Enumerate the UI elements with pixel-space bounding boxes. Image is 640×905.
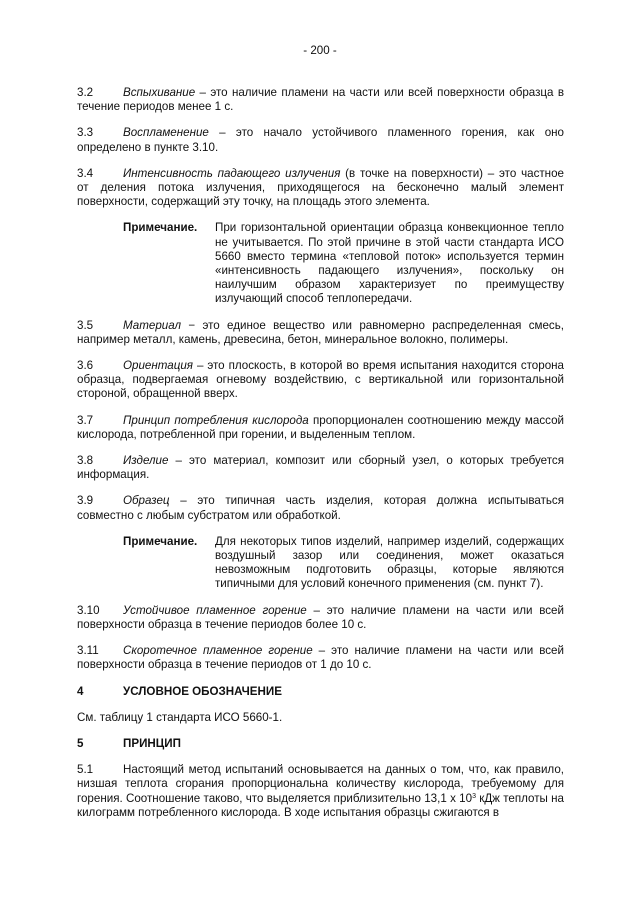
section-title: ПРИНЦИП: [123, 736, 181, 750]
clause-text: (в точке на поверхности) – это частное от деления потока излучения, приходящегося на бесконечно малый элемент поверхности, содержащий эту точку, на площадь этого элемента.: [77, 166, 564, 209]
section-5-heading: [77, 737, 564, 751]
clause-number: 3.10: [77, 603, 100, 617]
clause-3-9: [77, 494, 564, 522]
clause-number: 3.7: [77, 413, 94, 427]
clause-3-5: [77, 319, 564, 347]
note-label: Примечание.: [123, 221, 198, 235]
clause-text: – это начало устойчивого пламенного горения, как оно определено в пункте 3.10.: [77, 126, 564, 154]
superscript: 3: [472, 792, 476, 800]
clause-text: − это единое вещество или равномерно распределенная смесь, например металл, камень, древесина, бетон, минеральное волокно, полимеры.: [77, 318, 564, 346]
section-number: 5: [77, 736, 84, 750]
clause-3-11: [77, 644, 564, 672]
clause-term: Скоротечное пламенное горение: [123, 644, 313, 658]
clause-term: Образец: [123, 494, 170, 508]
clause-3-10: [77, 604, 564, 632]
note-incident-radiation: [123, 221, 564, 306]
clause-term: Материал: [123, 318, 182, 332]
clause-number: 3.3: [77, 126, 94, 140]
clause-number: 3.6: [77, 359, 94, 373]
note-text: При горизонтальной ориентации образца конвекционное тепло не учитывается. По этой причине в этой части стандарта ИСО 5660 вместо термина «тепловой поток» используется термин «интенсивность падающего излучения», поскольку он наилучшим образом характеризует по преимуществу излучающий способ теплопередачи.: [215, 221, 564, 306]
section-4-text: См. таблицу 1 стандарта ИСО 5660-1.: [77, 710, 283, 724]
clause-text: – это типичная часть изделия, которая должна испытываться совместно с любым субстратом или обработкой.: [77, 494, 564, 522]
clause-text: – это наличие пламени на части или всей поверхности образца в течение периодов менее 1 с.: [77, 86, 564, 114]
clause-term: Ориентация: [123, 359, 193, 373]
clause-number: 3.4: [77, 166, 94, 180]
section-number: 4: [77, 684, 84, 698]
clause-number: 3.8: [77, 454, 94, 468]
clause-3-7: [77, 414, 564, 442]
clause-number: 3.2: [77, 86, 94, 99]
clause-term: Принцип потребления кислорода: [123, 413, 309, 427]
note-label: Примечание.: [123, 534, 198, 548]
clause-term: Воспламенение: [123, 126, 209, 140]
clause-3-4: [77, 167, 564, 210]
clause-3-3: [77, 126, 564, 154]
clause-text: – это материал, композит или сборный узел, о которых требуется информация.: [77, 454, 564, 482]
section-4-heading: [77, 685, 564, 699]
clause-text: – это наличие пламени на части или всей поверхности образца в течение периодов от 1 до 10 с.: [77, 644, 564, 672]
document-body: [77, 86, 564, 832]
clause-text-continued: кДж теплоты на килограмм потребленного кислорода. В ходе испытания образцы сжигаются в: [77, 791, 564, 819]
clause-term: Изделие: [123, 454, 169, 468]
clause-3-2: [77, 86, 564, 114]
clause-number: 3.11: [77, 644, 99, 658]
clause-number: 3.5: [77, 318, 94, 332]
clause-3-6: [77, 359, 564, 402]
clause-3-8: [77, 454, 564, 482]
clause-number: 5.1: [77, 763, 94, 777]
clause-text: пропорционален соотношению между массой кислорода, потребленной при горении, и выделенным теплом.: [77, 413, 564, 441]
section-title: УСЛОВНОЕ ОБОЗНАЧЕНИЕ: [123, 684, 282, 698]
clause-term: Вспыхивание: [123, 86, 196, 99]
clause-number: 3.9: [77, 494, 94, 508]
clause-text: – это наличие пламени на части или всей поверхности образца в течение периодов более 10 с.: [77, 603, 564, 631]
note-specimen: [123, 535, 564, 592]
note-text: Для некоторых типов изделий, например изделий, содержащих воздушный зазор или соединения, может оказаться невозможным подготовить образцы, которые являются типичными для условий конечного применения (см. пункт 7).: [215, 534, 564, 591]
clause-term: Устойчивое пламенное горение: [123, 603, 307, 617]
clause-text: Настоящий метод испытаний основывается на данных о том, что, как правило, низшая теплота сгорания пропорциональна количеству кислорода, требуемому для горения. Соотношение таково, что выделяется приблизительно 13,1 х 10: [77, 763, 564, 805]
clause-text: – это плоскость, в которой во время испытания находится сторона образца, подвергаемая огневому воздействию, с вертикальной или горизонтальной стороной, обращенной вверх.: [77, 359, 564, 401]
clause-5-1: [77, 763, 564, 820]
page-number: - 200 -: [303, 44, 337, 57]
clause-term: Интенсивность падающего излучения: [123, 166, 341, 180]
